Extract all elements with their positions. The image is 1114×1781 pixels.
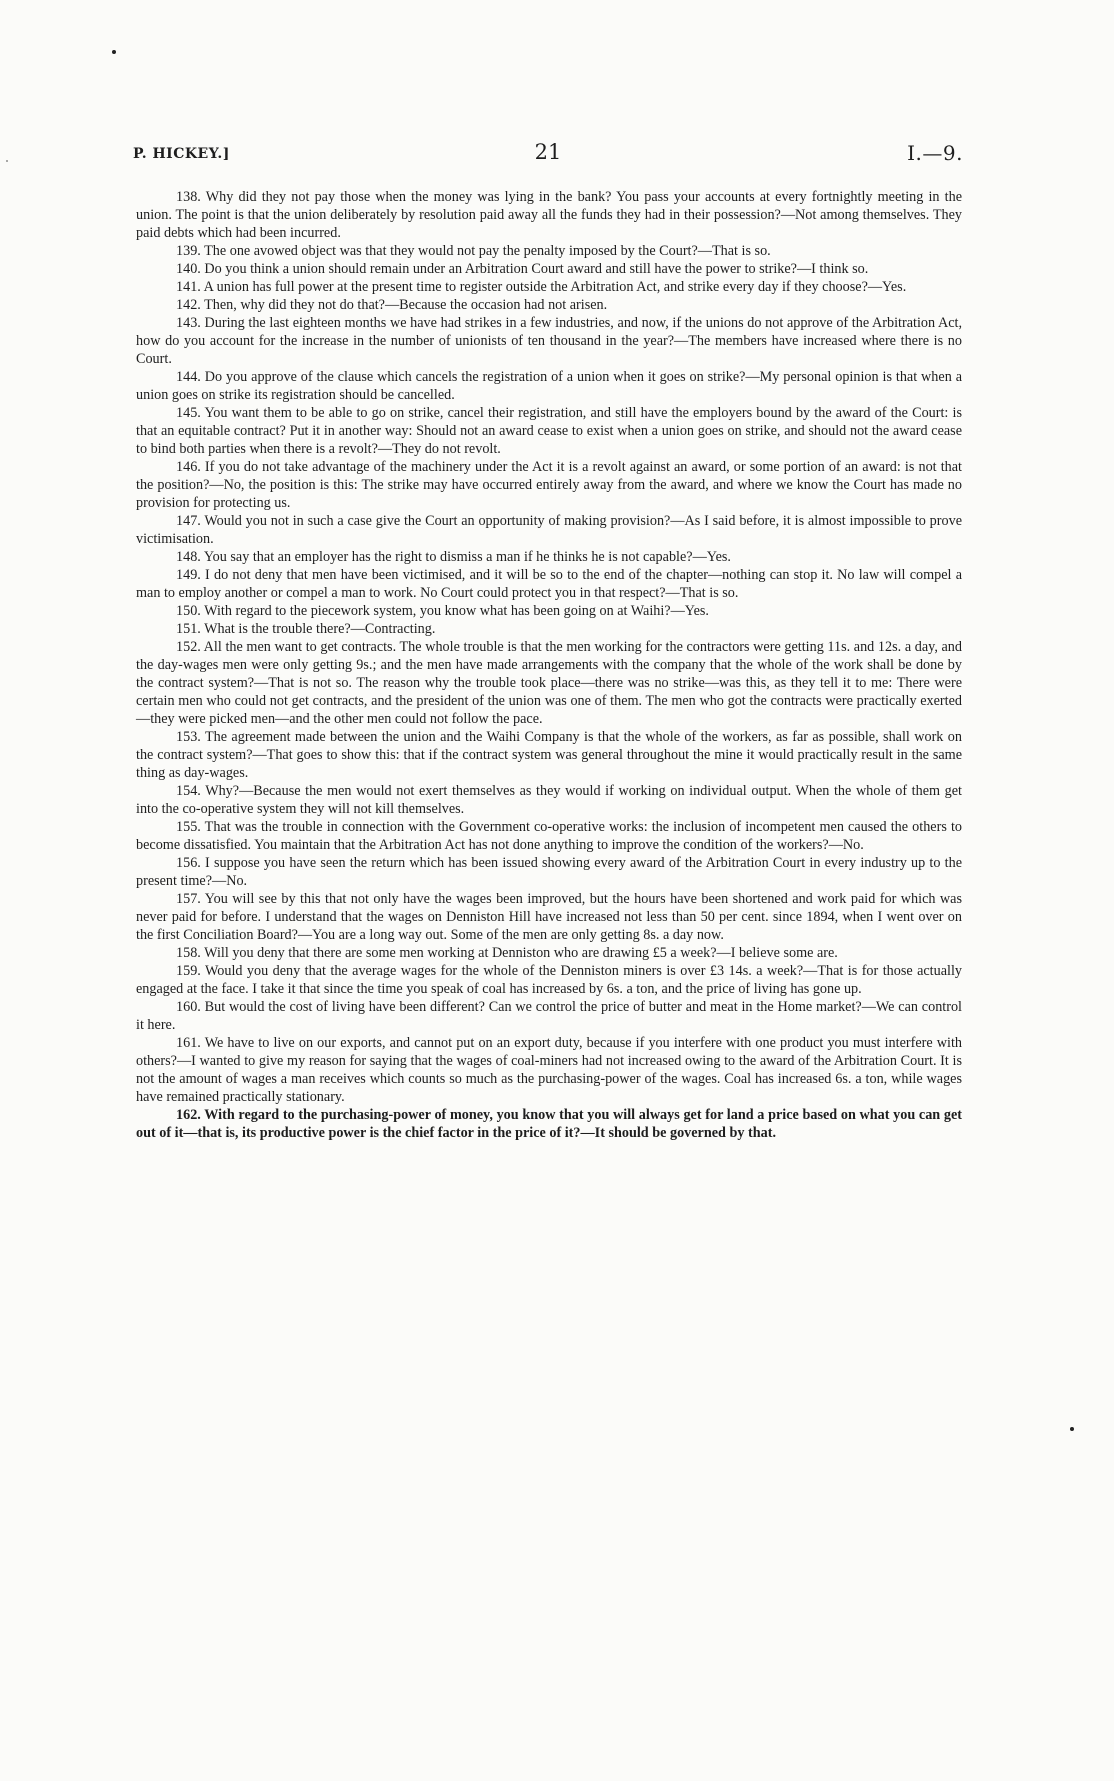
question-152: 152. All the men want to get contracts. The whole trouble is that the men working for the contractors were getting 11s. and 12s. a day, and the day-wages men were only getting 9s.; and the men have made arrangements with the company that the whole of the work shall be done by the contract system?—That is not so. The reason why the trouble took place—there was no strike—was this, as they tell it to me: There were certain men who could not get contracts, and the president of the union was one of them. The men who got the contracts were practically exerted—they were picked men—and the other men could not follow the pace. (136, 639, 962, 727)
question-140: 140. Do you think a union should remain under an Arbitration Court award and still have the power to strike?—I think so. (176, 261, 869, 277)
question-156: 156. I suppose you have seen the return which has been issued showing every award of the Arbitration Court in every industry up to the present time?—No. (136, 855, 962, 889)
witness-name: P. HICKEY.] (133, 146, 230, 162)
question-142: 142. Then, why did they not do that?—Because the occasion had not arisen. (176, 297, 608, 313)
page-number: 21 (534, 140, 562, 164)
paper-reference: I.—9. (907, 141, 963, 165)
scan-speck (1070, 1427, 1074, 1431)
question-155: 155. That was the trouble in connection with the Government co-operative works: the inclusion of incompetent men caused the others to become dissatisfied. You maintain that the Arbitration Act has not done anything to improve the condition of the workers?—No. (136, 819, 962, 853)
scan-speck (6, 160, 8, 162)
question-147: 147. Would you not in such a case give the Court an opportunity of making provision?—As I said before, it is almost impossible to prove victimisation. (136, 513, 962, 547)
question-162: 162. With regard to the purchasing-power of money, you know that you will always get for land a price based on what you can get out of it—that is, its productive power is the chief factor in the price of it?—It should be governed by that. (136, 1107, 962, 1141)
question-157: 157. You will see by this that not only have the wages been improved, but the hours have been shortened and work paid for which was never paid for before. I understand that the wages on Denniston Hill have increased not less than 50 per cent. since 1894, when I went over on the first Conciliation Board?—You are a long way out. Some of the men are only getting 8s. a day now. (136, 891, 962, 943)
question-161: 161. We have to live on our exports, and cannot put on an export duty, because if you interfere with one product you must interfere with others?—I wanted to give my reason for saying that the wages of coal-miners had not increased owing to the award of the Arbitration Court. It is not the amount of wages a man receives which counts so much as the purchasing-power of the wages. Coal has increased 6s. a ton, while wages have remained practically stationary. (136, 1035, 962, 1105)
scan-speck (112, 50, 116, 54)
question-146: 146. If you do not take advantage of the machinery under the Act it is a revolt against an award, or some portion of an award: is not that the position?—No, the position is this: The strike may have occurred entirely away from the award, and where we know the Court has made no provision for protecting us. (136, 459, 962, 511)
question-148: 148. You say that an employer has the right to dismiss a man if he thinks he is not capable?—Yes. (176, 549, 731, 565)
question-160: 160. But would the cost of living have been different? Can we control the price of butter and meat in the Home market?—We can control it here. (136, 999, 962, 1033)
question-141: 141. A union has full power at the present time to register outside the Arbitration Act, and strike every day if they choose?—Yes. (176, 279, 907, 295)
question-149: 149. I do not deny that men have been victimised, and it will be so to the end of the chapter—nothing can stop it. No law will compel a man to employ another or compel a man to work. No Court could protect you in that respect?—That is so. (136, 567, 962, 601)
page-header (133, 140, 963, 168)
question-153: 153. The agreement made between the union and the Waihi Company is that the whole of the workers, as far as possible, shall work on the contract system?—That goes to show this: that if the contract system was general throughout the mine it would practically result in the same thing as day-wages. (136, 729, 962, 781)
question-154: 154. Why?—Because the men would not exert themselves as they would if working on individual output. When the whole of them get into the co-operative system they will not kill themselves. (136, 783, 962, 817)
question-158: 158. Will you deny that there are some men working at Denniston who are drawing £5 a week?—I believe some are. (176, 945, 838, 961)
question-138: 138. Why did they not pay those when the money was lying in the bank? You pass your accounts at every fortnightly meeting in the union. The point is that the union deliberately by resolution paid away all the funds they had in their possession?—Not among themselves. They paid debts which had been incurred. (136, 189, 962, 241)
question-139: 139. The one avowed object was that they would not pay the penalty imposed by the Court?—That is so. (176, 243, 771, 259)
question-145: 145. You want them to be able to go on strike, cancel their registration, and still have the employers bound by the award of the Court: is that an equitable contract? Put it in another way: Should not an award cease to exist when a union goes on strike, and should not the award cease to bind both parties when there is a revolt?—They do not revolt. (136, 405, 962, 457)
question-143: 143. During the last eighteen months we have had strikes in a few industries, and now, if the unions do not approve of the Arbitration Act, how do you account for the increase in the number of unionists of ten thousand in the year?—The members have increased where there is no Court. (136, 315, 962, 367)
question-151: 151. What is the trouble there?—Contracting. (176, 621, 436, 637)
question-150: 150. With regard to the piecework system, you know what has been going on at Waihi?—Yes. (176, 603, 709, 619)
question-159: 159. Would you deny that the average wages for the whole of the Denniston miners is over £3 14s. a week?—That is for those actually engaged at the face. I take it that since the time you speak of coal has increased by 6s. a ton, and the price of living has gone up. (136, 963, 962, 997)
question-144: 144. Do you approve of the clause which cancels the registration of a union when it goes on strike?—My personal opinion is that when a union goes on strike its registration should be cancelled. (136, 369, 962, 403)
evidence-text (136, 188, 962, 1142)
